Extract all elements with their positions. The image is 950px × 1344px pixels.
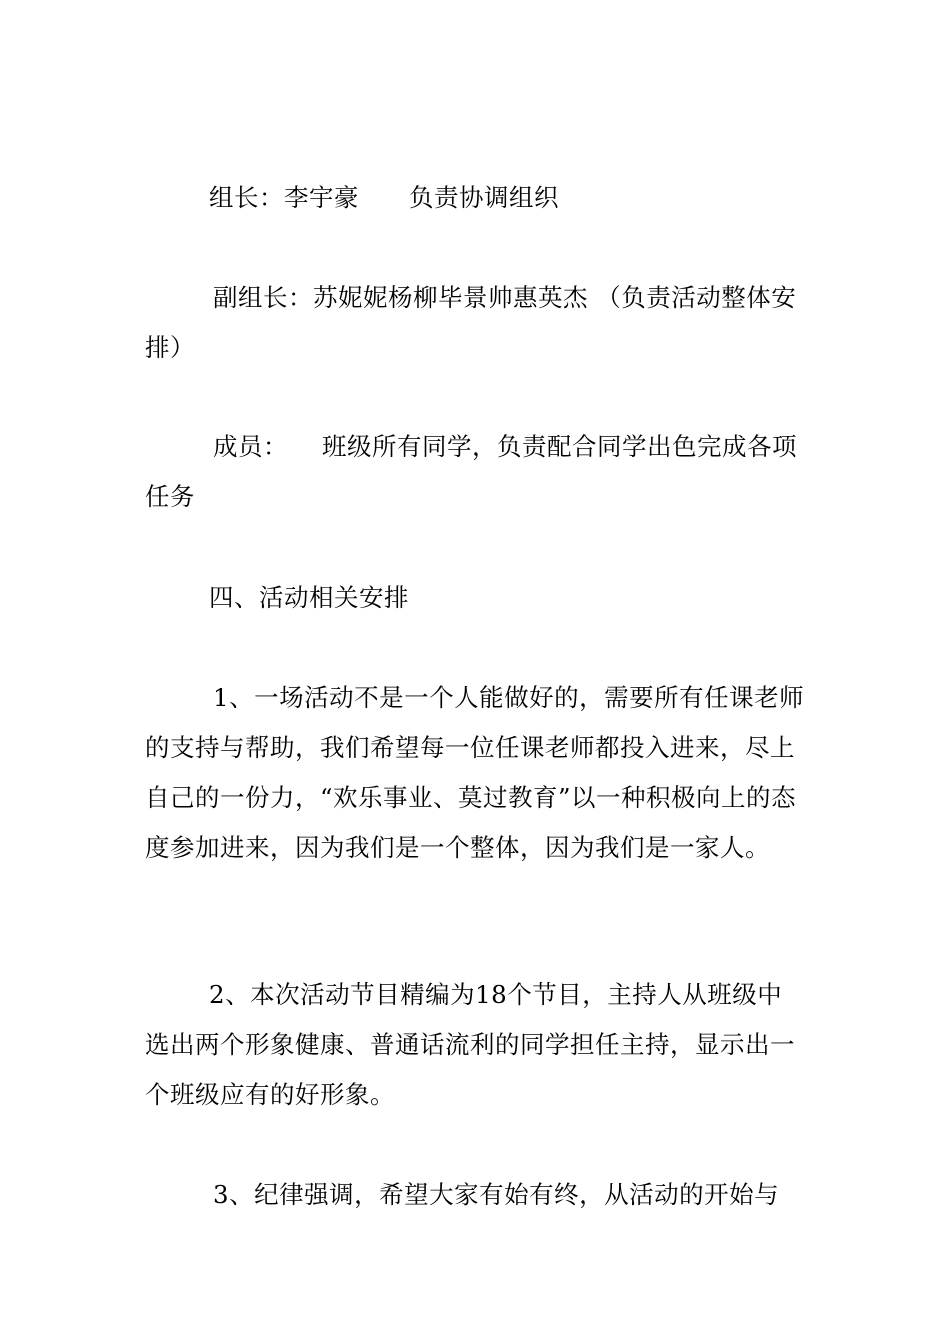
leader-paragraph xyxy=(145,173,807,223)
members-paragraph xyxy=(145,422,807,522)
leader-label: 组长：李宇豪 xyxy=(209,183,359,212)
item-3-paragraph: 3、纪律强调，希望大家有始有终，从活动的开始与 xyxy=(213,1180,780,1209)
item-2-paragraph: 2、本次活动节目精编为18个节目，主持人从班级中选出两个形象健康、普通话流利的同学担任主持，显示出一个班级应有的好形象。 xyxy=(145,980,795,1109)
section-heading: 四、活动相关安排 xyxy=(209,583,409,612)
leader-duty: 负责协调组织 xyxy=(409,183,559,212)
members-label: 成员： xyxy=(213,432,288,461)
members-text: 班级所有同学，负责配合同学出色完成各项任务 xyxy=(145,432,797,511)
deputy-paragraph: 副组长：苏妮妮杨柳毕景帅惠英杰 （负责活动整体安排） xyxy=(145,283,797,362)
item-1-paragraph: 1、一场活动不是一个人能做好的，需要所有任课老师的支持与帮助，我们希望每一位任课老师都投入进来，尽上自己的一份力，“欢乐事业、莫过教育”以一种积极向上的态度参加进来，因为我们是一个整体，因为我们是一家人。 xyxy=(145,683,805,862)
